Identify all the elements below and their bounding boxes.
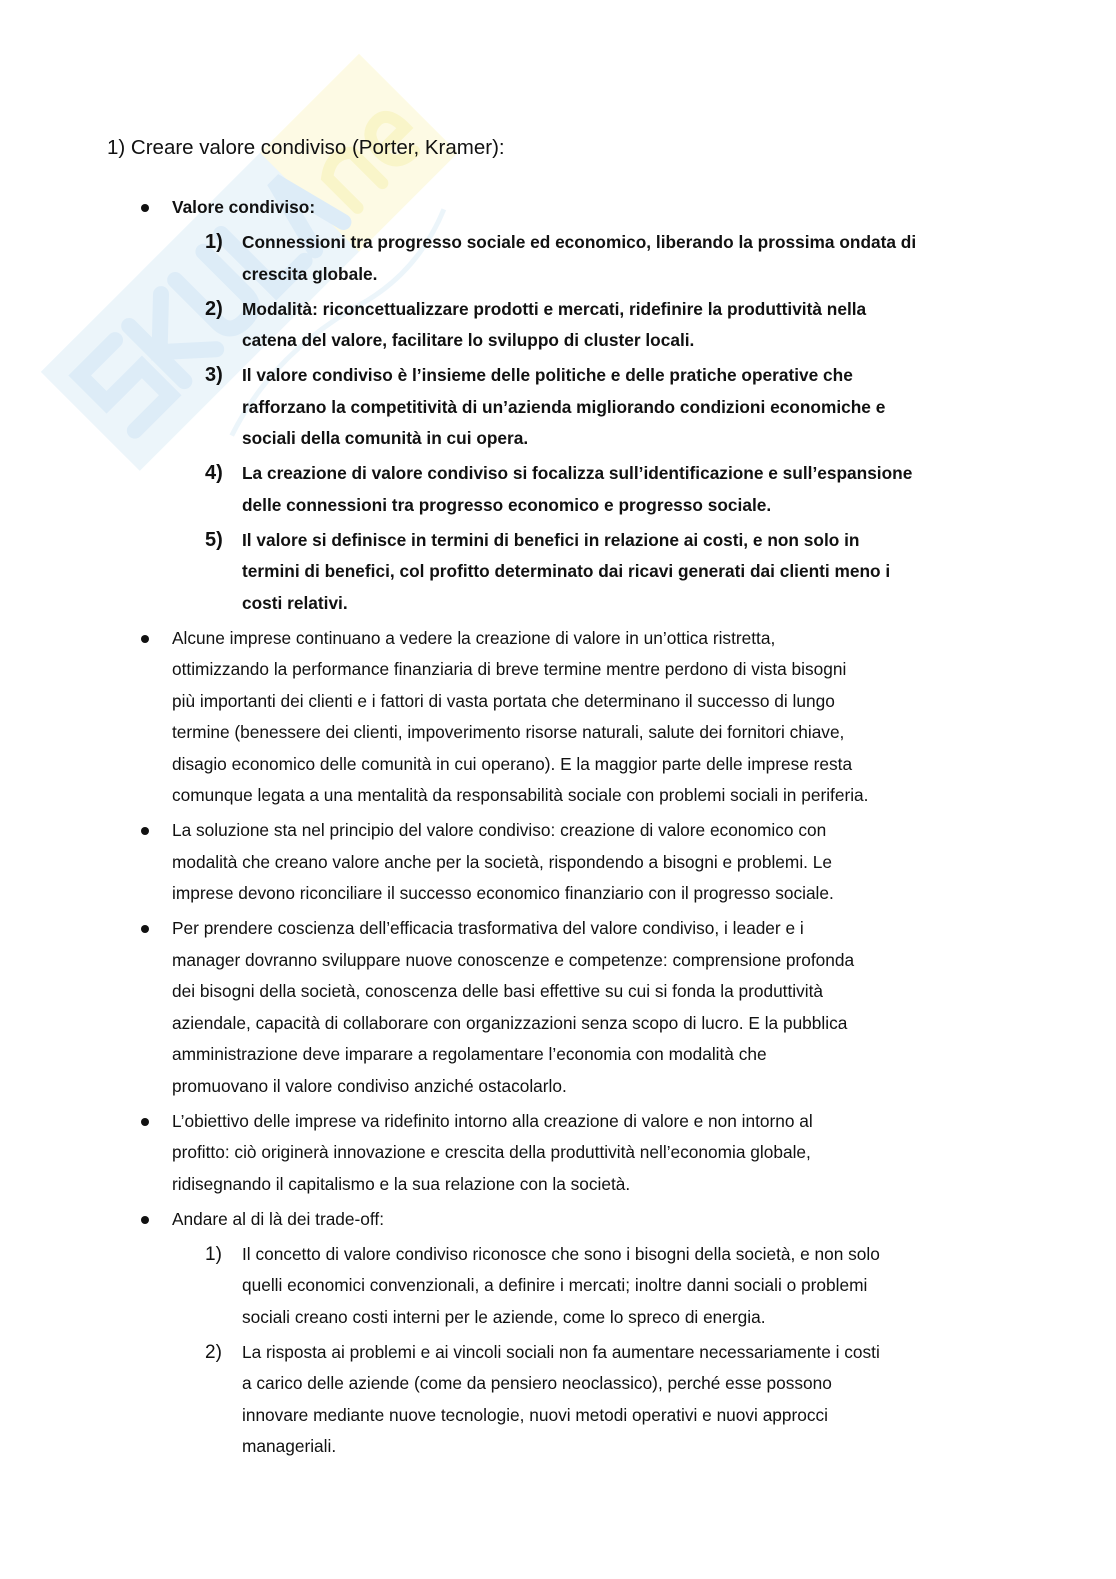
text-line: rafforzano la competitività di un’azienda migliorando condizioni economiche e — [242, 396, 886, 417]
numbered-item — [0, 1239, 1116, 1334]
bullet-item — [0, 1204, 1116, 1236]
bullet-icon — [141, 1118, 149, 1126]
text-line: dei bisogni della società, conoscenza delle basi effettive su cui si fonda la produttività — [172, 981, 824, 1001]
item-number: 5) — [205, 528, 223, 551]
bullet-icon — [141, 827, 149, 835]
text-line: promuovano il valore condiviso anziché ostacolarlo. — [172, 1075, 567, 1096]
numbered-item — [0, 227, 1116, 290]
bullet-item — [0, 623, 1116, 812]
bullet-icon — [141, 925, 149, 933]
text-line: sociali della comunità in cui opera. — [242, 428, 529, 448]
text-line: La creazione di valore condiviso si focalizza sull’identificazione e sull’espansione — [242, 463, 913, 483]
text-line: delle connessioni tra progresso economico e progresso sociale. — [242, 494, 772, 515]
item-number: 3) — [205, 364, 223, 386]
text-line: Valore condiviso: — [172, 197, 316, 217]
text-line: modalità che creano valore anche per la società, rispondendo a bisogni e problemi. Le — [172, 851, 832, 872]
text-line: Il valore si definisce in termini di benefici in relazione ai costi, e non solo in — [242, 529, 860, 550]
text-line: ridisegnando il capitalismo e la sua relazione con la società. — [172, 1173, 631, 1194]
text-line: sociali creano costi interni per le aziende, come lo spreco di energia. — [242, 1306, 766, 1327]
numbered-item — [0, 360, 1116, 455]
text-line: catena del valore, facilitare lo sviluppo di cluster locali. — [242, 330, 695, 350]
text-line: Il concetto di valore condiviso riconosce che sono i bisogni della società, e non solo — [242, 1243, 880, 1264]
text-line: La soluzione sta nel principio del valore condiviso: creazione di valore economico con — [172, 820, 827, 840]
text-line: manageriali. — [242, 1436, 337, 1456]
text-line: manager dovranno sviluppare nuove conoscenze e competenze: comprensione profonda — [172, 949, 855, 970]
item-number: 2) — [205, 297, 223, 320]
text-line: Andare al di là dei trade-off: — [172, 1208, 384, 1229]
text-line: disagio economico delle comunità in cui operano). E la maggior parte delle imprese resta — [172, 753, 853, 774]
numbered-item — [0, 458, 1116, 521]
item-number: 2) — [205, 1341, 222, 1363]
bullet-icon — [141, 204, 149, 212]
text-line: Modalità: riconcettualizzare prodotti e mercati, ridefinire la produttività nella — [242, 298, 867, 319]
text-line: più importanti dei clienti e i fattori di vasta portata che determinano il successo di lungo — [172, 690, 835, 711]
bullet-item — [0, 1106, 1116, 1201]
bullet-icon — [141, 1216, 149, 1224]
text-line: Il valore condiviso è l’insieme delle politiche e delle pratiche operative che — [242, 365, 853, 385]
text-line: termine (benessere dei clienti, impoverimento risorse naturali, salute dei fornitori chiave, — [172, 722, 845, 742]
page-title: 1) Creare valore condiviso (Porter, Kramer): — [107, 136, 505, 159]
item-number: 1) — [205, 1243, 222, 1265]
numbered-item — [0, 1337, 1116, 1463]
bullet-item — [0, 913, 1116, 1102]
text-line: termini di benefici, col profitto determinato dai ricavi generati dai clienti meno i — [242, 561, 891, 581]
bullet-heading — [0, 192, 1116, 224]
numbered-item — [0, 525, 1116, 620]
text-line: crescita globale. — [242, 263, 378, 284]
text-line: profitto: ciò originerà innovazione e crescita della produttività nell’economia globale, — [172, 1142, 811, 1162]
text-line: a carico delle aziende (come da pensiero neoclassico), perché esse possono — [242, 1373, 832, 1393]
text-line: L’obiettivo delle imprese va ridefinito intorno alla creazione di valore e non intorno al — [172, 1110, 813, 1131]
bullet-icon — [141, 635, 149, 643]
bullet-item — [0, 815, 1116, 910]
item-number: 1) — [205, 231, 223, 253]
text-line: comunque legata a una mentalità da responsabilità sociale con problemi sociali in periferia. — [172, 785, 869, 805]
text-line: Per prendere coscienza dell’efficacia trasformativa del valore condiviso, i leader e i — [172, 918, 804, 938]
item-number: 4) — [205, 462, 223, 484]
text-line: quelli economici convenzionali, a definire i mercati; inoltre danni sociali o problemi — [242, 1275, 868, 1295]
document-body — [0, 192, 1116, 1466]
text-line: imprese devono riconciliare il successo economico finanziario con il progresso sociale. — [172, 883, 834, 903]
text-line: innovare mediante nuove tecnologie, nuovi metodi operativi e nuovi approcci — [242, 1404, 829, 1425]
text-line: La risposta ai problemi e ai vincoli sociali non fa aumentare necessariamente i costi — [242, 1341, 880, 1362]
numbered-item — [0, 294, 1116, 357]
text-line: ottimizzando la performance finanziaria di breve termine mentre perdono di vista bisogni — [172, 659, 847, 679]
text-line: amministrazione deve imparare a regolamentare l’economia con modalità che — [172, 1044, 767, 1064]
text-line: costi relativi. — [242, 592, 348, 613]
text-line: aziendale, capacità di collaborare con organizzazioni senza scopo di lucro. E la pubblica — [172, 1012, 848, 1033]
text-line: Connessioni tra progresso sociale ed economico, liberando la prossima ondata di — [242, 232, 917, 252]
text-line: Alcune imprese continuano a vedere la creazione di valore in un’ottica ristretta, — [172, 627, 776, 648]
